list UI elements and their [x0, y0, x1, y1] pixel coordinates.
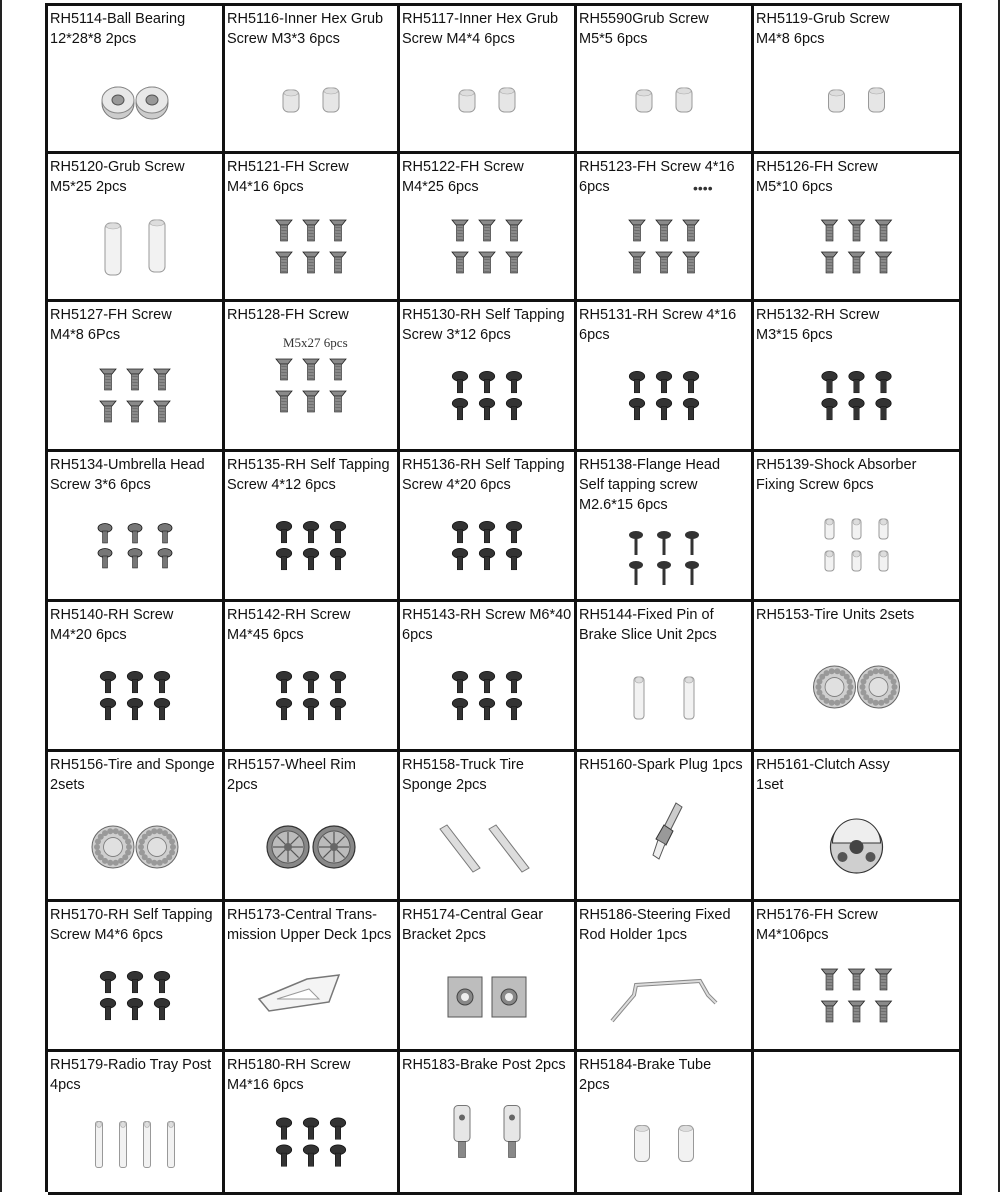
flat-head-screw-icon	[225, 302, 397, 449]
part-label: RH5180-RH Screw M4*16 6pcs	[227, 1057, 351, 1093]
page-edge-left	[0, 0, 2, 1192]
part-cell	[754, 752, 962, 902]
part-cell	[754, 452, 962, 602]
part-label: RH5123-FH Screw 4*16 6pcs	[579, 159, 735, 195]
part-cell	[48, 752, 225, 902]
part-cell	[48, 6, 225, 154]
part-cell	[225, 1052, 400, 1195]
part-cell	[225, 452, 400, 602]
part-label: RH5186-Steering Fixed Rod Holder 1pcs	[579, 907, 731, 943]
part-cell	[754, 602, 962, 752]
spark-plug-icon	[577, 752, 751, 899]
part-label: RH5158-Truck Tire Sponge 2pcs	[402, 757, 524, 793]
round-head-screw-icon	[577, 302, 751, 449]
part-note: ••••	[693, 180, 713, 196]
grub-screw-icon	[400, 6, 574, 151]
part-label: RH5127-FH Screw M4*8 6Pcs	[50, 307, 172, 343]
part-note: M5x27 6pcs	[283, 335, 348, 350]
part-label: RH5114-Ball Bearing 12*28*8 2pcs	[50, 11, 186, 47]
grub-screw-icon	[754, 6, 959, 151]
part-cell	[577, 602, 754, 752]
round-head-screw-icon	[225, 452, 397, 599]
part-cell	[400, 1052, 577, 1195]
round-head-screw-icon	[754, 302, 959, 449]
part-cell	[754, 302, 962, 452]
flat-head-screw-icon	[577, 154, 751, 299]
part-label: RH5128-FH Screw	[227, 307, 349, 323]
part-label: RH5135-RH Self Tapping Screw 4*12 6pcs	[227, 457, 390, 493]
upper-deck-icon	[225, 902, 397, 1049]
empty-cell	[754, 1052, 962, 1195]
part-label: RH5126-FH Screw M5*10 6pcs	[756, 159, 878, 195]
part-cell	[225, 752, 400, 902]
part-cell	[754, 902, 962, 1052]
part-label: RH5138-Flange Head Self tapping screw M2.6*15 6pcs	[579, 457, 721, 513]
part-label: RH5179-Radio Tray Post 4pcs	[50, 1057, 212, 1093]
flat-head-screw-icon	[225, 154, 397, 299]
flat-head-screw-icon	[48, 302, 222, 449]
part-label: RH5134-Umbrella Head Screw 3*6 6pcs	[50, 457, 205, 493]
part-cell	[225, 302, 400, 452]
round-head-screw-icon	[225, 1052, 397, 1192]
part-label: RH5121-FH Screw M4*16 6pcs	[227, 159, 349, 195]
round-head-screw-icon	[48, 602, 222, 749]
brake-tube-icon	[577, 1052, 751, 1192]
part-label: RH5183-Brake Post 2pcs	[402, 1057, 566, 1073]
part-cell	[577, 752, 754, 902]
brake-post-icon	[400, 1052, 574, 1192]
part-cell	[400, 154, 577, 302]
part-label: RH5184-Brake Tube 2pcs	[579, 1057, 712, 1093]
part-cell	[577, 452, 754, 602]
part-label: RH5122-FH Screw M4*25 6pcs	[402, 159, 524, 195]
round-head-screw-icon	[48, 902, 222, 1049]
part-label: RH5119-Grub Screw M4*8 6pcs	[756, 11, 890, 47]
part-label: RH5160-Spark Plug 1pcs	[579, 757, 743, 773]
part-label: RH5161-Clutch Assy 1set	[756, 757, 890, 793]
grub-screw-icon	[225, 6, 397, 151]
gear-bracket-icon	[400, 902, 574, 1049]
sponge-strip-icon	[400, 752, 574, 899]
part-cell	[400, 902, 577, 1052]
part-cell	[400, 752, 577, 902]
long-grub-screw-icon	[48, 154, 222, 299]
tire-icon	[48, 752, 222, 899]
round-head-screw-icon	[400, 602, 574, 749]
part-label: RH5139-Shock Absorber Fixing Screw 6pcs	[756, 457, 917, 493]
part-cell	[225, 902, 400, 1052]
part-cell	[400, 6, 577, 154]
part-cell	[48, 154, 225, 302]
pin-icon	[577, 602, 751, 749]
part-cell	[400, 452, 577, 602]
part-label: RH5173-Central Trans- mission Upper Deck 1pcs	[227, 907, 392, 943]
round-head-screw-icon	[400, 302, 574, 449]
flat-head-screw-icon	[754, 154, 959, 299]
part-label: RH5140-RH Screw M4*20 6pcs	[50, 607, 174, 643]
umbrella-head-screw-icon	[48, 452, 222, 599]
tire-icon	[754, 602, 959, 749]
part-cell	[48, 602, 225, 752]
shock-fixing-screw-icon	[754, 452, 959, 599]
part-label: RH5170-RH Self Tapping Screw M4*6 6pcs	[50, 907, 213, 943]
part-label: RH5116-Inner Hex Grub Screw M3*3 6pcs	[227, 11, 384, 47]
part-label: RH5153-Tire Units 2sets	[756, 607, 915, 623]
post-icon	[48, 1052, 222, 1192]
part-label: RH5142-RH Screw M4*45 6pcs	[227, 607, 351, 643]
part-cell	[225, 154, 400, 302]
flat-head-screw-icon	[754, 902, 959, 1049]
part-cell	[48, 452, 225, 602]
round-head-screw-icon	[400, 452, 574, 599]
part-cell	[225, 6, 400, 154]
part-label: RH5120-Grub Screw M5*25 2pcs	[50, 159, 185, 195]
part-cell	[577, 1052, 754, 1195]
parts-grid	[45, 3, 962, 1192]
part-cell	[577, 154, 754, 302]
part-label: RH5136-RH Self Tapping Screw 4*20 6pcs	[402, 457, 565, 493]
part-cell	[48, 1052, 225, 1195]
part-cell	[754, 6, 962, 154]
part-cell	[577, 6, 754, 154]
part-cell	[577, 902, 754, 1052]
part-label: RH5590Grub Screw M5*5 6pcs	[579, 11, 709, 47]
part-label: RH5176-FH Screw M4*106pcs	[756, 907, 878, 943]
part-label: RH5156-Tire and Sponge 2sets	[50, 757, 215, 793]
part-label: RH5144-Fixed Pin of Brake Slice Unit 2pcs	[579, 607, 717, 643]
part-label: RH5132-RH Screw M3*15 6pcs	[756, 307, 880, 343]
part-label: RH5131-RH Screw 4*16 6pcs	[579, 307, 737, 343]
ball-bearing-icon	[48, 6, 222, 151]
part-label: RH5143-RH Screw M6*40 6pcs	[402, 607, 572, 643]
part-cell	[48, 902, 225, 1052]
part-label: RH5157-Wheel Rim 2pcs	[227, 757, 356, 793]
part-label: RH5117-Inner Hex Grub Screw M4*4 6pcs	[402, 11, 559, 47]
part-cell	[400, 602, 577, 752]
grub-screw-icon	[577, 6, 751, 151]
part-cell	[48, 302, 225, 452]
part-cell	[577, 302, 754, 452]
part-cell	[225, 602, 400, 752]
part-label: RH5130-RH Self Tapping Screw 3*12 6pcs	[402, 307, 565, 343]
part-cell	[754, 154, 962, 302]
flange-head-screw-icon	[577, 452, 751, 599]
rod-holder-icon	[577, 902, 751, 1049]
part-label: RH5174-Central Gear Bracket 2pcs	[402, 907, 544, 943]
flat-head-screw-icon	[400, 154, 574, 299]
round-head-screw-icon	[225, 602, 397, 749]
wheel-rim-icon	[225, 752, 397, 899]
clutch-icon	[754, 752, 959, 899]
part-cell	[400, 302, 577, 452]
